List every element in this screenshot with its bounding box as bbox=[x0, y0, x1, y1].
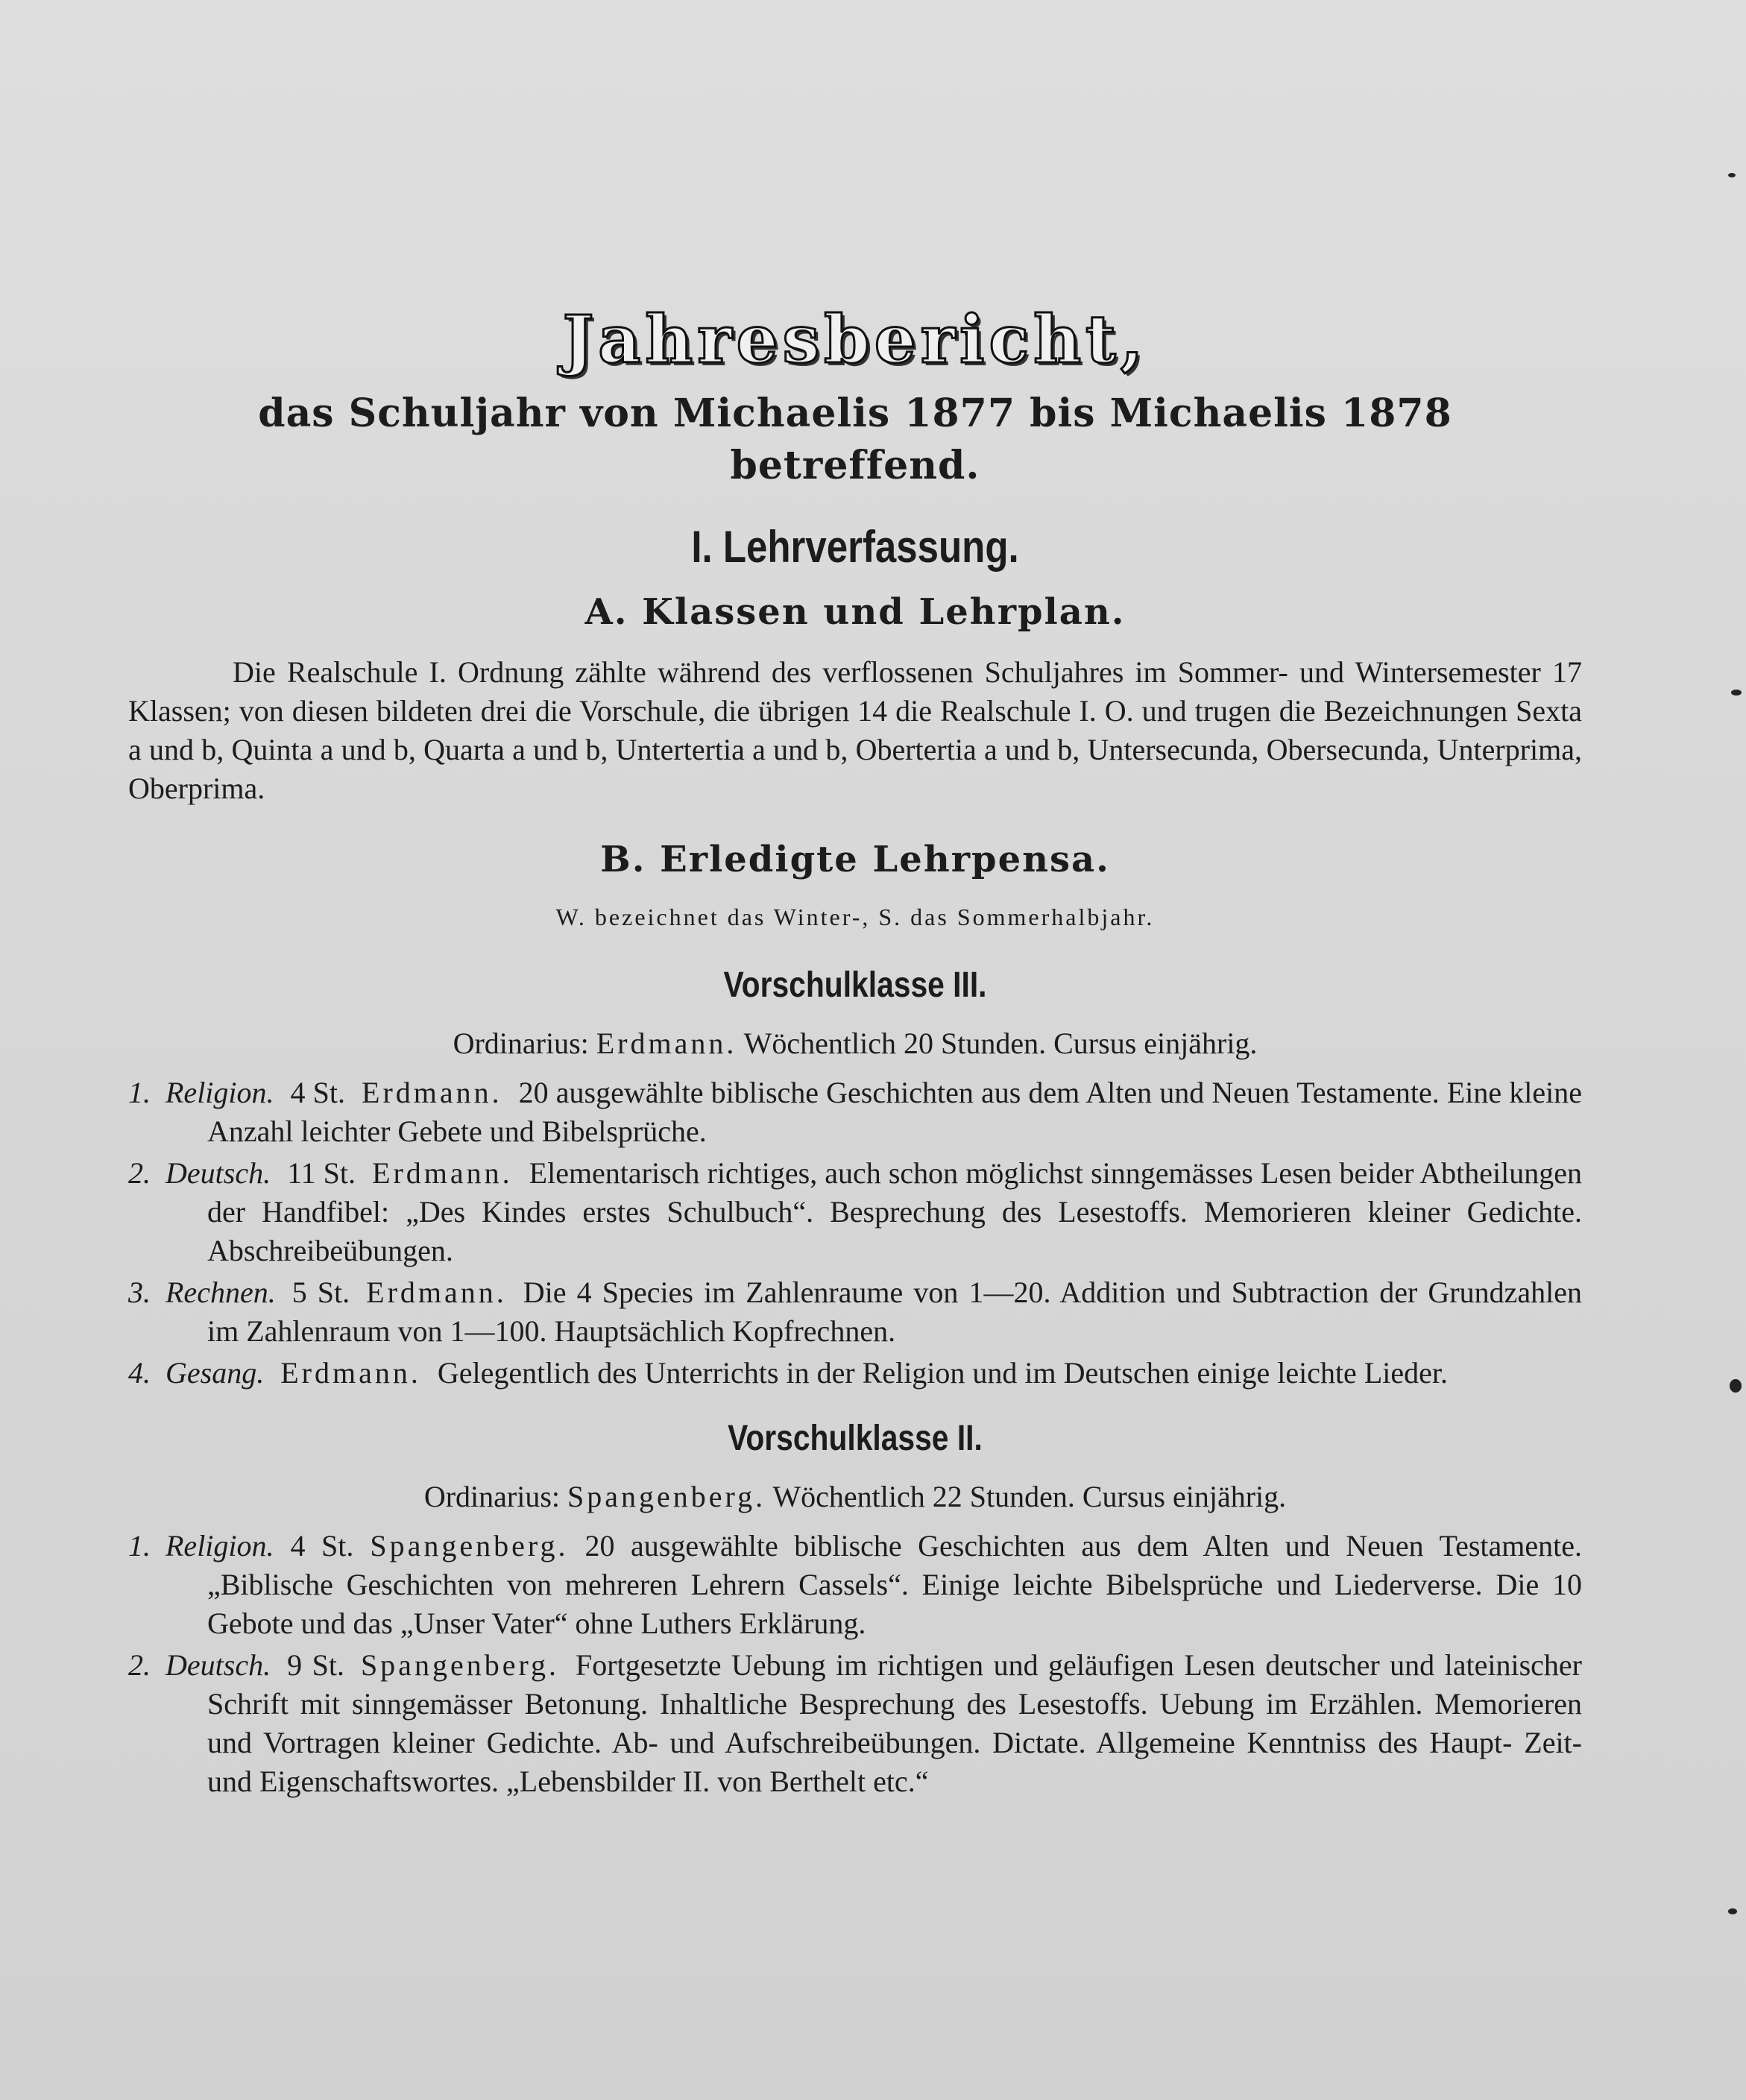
print-speck bbox=[1731, 690, 1742, 696]
item-number: 1. bbox=[128, 1529, 151, 1563]
item-subject: Deutsch. bbox=[166, 1648, 271, 1682]
subsection-heading-klassen: A. Klassen und Lehrplan. bbox=[584, 591, 1126, 633]
ordinarius-name: Erdmann. bbox=[596, 1027, 737, 1060]
report-subtitle: das Schuljahr von Michaelis 1877 bis Michaelis 1878 betreffend. bbox=[258, 391, 1452, 488]
item-text: Elementarisch richtiges, auch schon möglichst sinngemässes Lesen beider Abtheilungen der Handfibel: „Des Kindes erstes Schulbuch“. Besprechung des Lesestoffs. Memorieren kleiner Gedichte. Abschreibeübungen. bbox=[207, 1156, 1582, 1267]
report-title: Jahresbericht, bbox=[562, 300, 1148, 378]
page-content bbox=[128, 298, 1582, 1823]
section-heading-lehrverfassung: I. Lehrverfassung. bbox=[691, 522, 1019, 572]
item-number: 2. bbox=[128, 1648, 151, 1682]
ordinarius-label: Ordinarius: bbox=[423, 1480, 560, 1513]
klassen-paragraph: Die Realschule I. Ordnung zählte während des verflossenen Schuljahres im Sommer- und Wintersemester 17 Klassen; von diesen bildeten drei die Vorschule, die übrigen 14 die Realschule I. O. und trugen die Bezeichnungen Sexta a und b, Quinta a und b, Quarta a und b, Untertertia a und b, Obertertia a und b, Untersecunda, Obersecunda, Unterprima, Oberprima. bbox=[128, 655, 1582, 805]
subject-item bbox=[128, 1646, 1582, 1801]
item-hours: 4 St. bbox=[290, 1529, 354, 1563]
item-text: Fortgesetzte Uebung im richtigen und geläufigen Lesen deutscher und lateinischer Schrift mit sinngemässer Betonung. Inhaltliche Besprechung des Lesestoffs. Uebung im Erzählen. Memorieren und Vortragen kleiner Gedichte. Ab- und Aufschreibeübungen. Dictate. Allgemeine Kenntniss des Haupt- Zeit- und Eigenschaftswortes. „Lebensbilder II. von Berthelt etc.“ bbox=[207, 1648, 1582, 1798]
ordinarius-details: Wöchentlich 22 Stunden. Cursus einjährig. bbox=[772, 1480, 1287, 1513]
subject-item bbox=[128, 1154, 1582, 1270]
item-teacher: Erdmann. bbox=[366, 1276, 507, 1309]
subject-list bbox=[128, 1073, 1582, 1393]
subject-item bbox=[128, 1527, 1582, 1643]
item-subject: Deutsch. bbox=[166, 1156, 271, 1190]
item-subject: Gesang. bbox=[166, 1356, 265, 1390]
item-hours: 11 St. bbox=[287, 1156, 356, 1190]
subject-item bbox=[128, 1273, 1582, 1351]
item-hours: 4 St. bbox=[290, 1076, 346, 1109]
item-number: 1. bbox=[128, 1076, 151, 1109]
ordinarius-name: Spangenberg. bbox=[567, 1480, 766, 1513]
item-teacher: Erdmann. bbox=[362, 1076, 502, 1109]
item-subject: Religion. bbox=[166, 1529, 274, 1563]
item-teacher: Erdmann. bbox=[372, 1156, 513, 1190]
subsection-heading-lehrpensa: B. Erledigte Lehrpensa. bbox=[600, 839, 1110, 880]
ordinarius-details: Wöchentlich 20 Stunden. Cursus einjährig. bbox=[743, 1027, 1258, 1060]
item-text: Gelegentlich des Unterrichts in der Religion und im Deutschen einige leichte Lieder. bbox=[437, 1356, 1448, 1390]
item-number: 3. bbox=[128, 1276, 151, 1309]
item-number: 4. bbox=[128, 1356, 151, 1390]
ordinarius-line bbox=[128, 1024, 1582, 1063]
subject-item bbox=[128, 1354, 1582, 1393]
subject-item bbox=[128, 1073, 1582, 1151]
ordinarius-label: Ordinarius: bbox=[453, 1027, 589, 1060]
ordinarius-line bbox=[128, 1478, 1582, 1516]
item-text: Die 4 Species im Zahlenraume von 1—20. Addition und Subtraction der Grundzahlen im Zahlenraum von 1—100. Hauptsächlich Kopfrechnen. bbox=[207, 1276, 1582, 1348]
abbreviation-note: W. bezeichnet das Winter-, S. das Sommerhalbjahr. bbox=[555, 904, 1155, 930]
item-hours: 5 St. bbox=[291, 1276, 350, 1309]
item-number: 2. bbox=[128, 1156, 151, 1190]
item-teacher: Erdmann. bbox=[280, 1356, 421, 1390]
item-text: 20 ausgewählte biblische Geschichten aus dem Alten und Neuen Testamente. „Biblische Geschichten von mehreren Lehrern Cassels“. Einige leichte Bibelsprüche und Liederverse. Die 10 Gebote und das „Unser Vater“ ohne Luthers Erklärung. bbox=[207, 1529, 1583, 1640]
print-speck bbox=[1730, 1379, 1742, 1393]
item-hours: 9 St. bbox=[287, 1648, 344, 1682]
item-subject: Rechnen. bbox=[166, 1276, 276, 1309]
class-heading-vorschulklasse-2: Vorschulklasse II. bbox=[728, 1419, 983, 1458]
item-teacher: Spangenberg. bbox=[370, 1529, 569, 1563]
class-heading-vorschulklasse-3: Vorschulklasse III. bbox=[723, 965, 987, 1005]
print-speck bbox=[1728, 173, 1736, 177]
item-subject: Religion. bbox=[166, 1076, 274, 1109]
print-speck bbox=[1728, 1908, 1737, 1914]
item-teacher: Spangenberg. bbox=[360, 1648, 560, 1682]
subject-list bbox=[128, 1527, 1582, 1801]
item-text: 20 ausgewählte biblische Geschichten aus dem Alten und Neuen Testamente. Eine kleine Anzahl leichter Gebete und Bibelsprüche. bbox=[207, 1076, 1583, 1148]
